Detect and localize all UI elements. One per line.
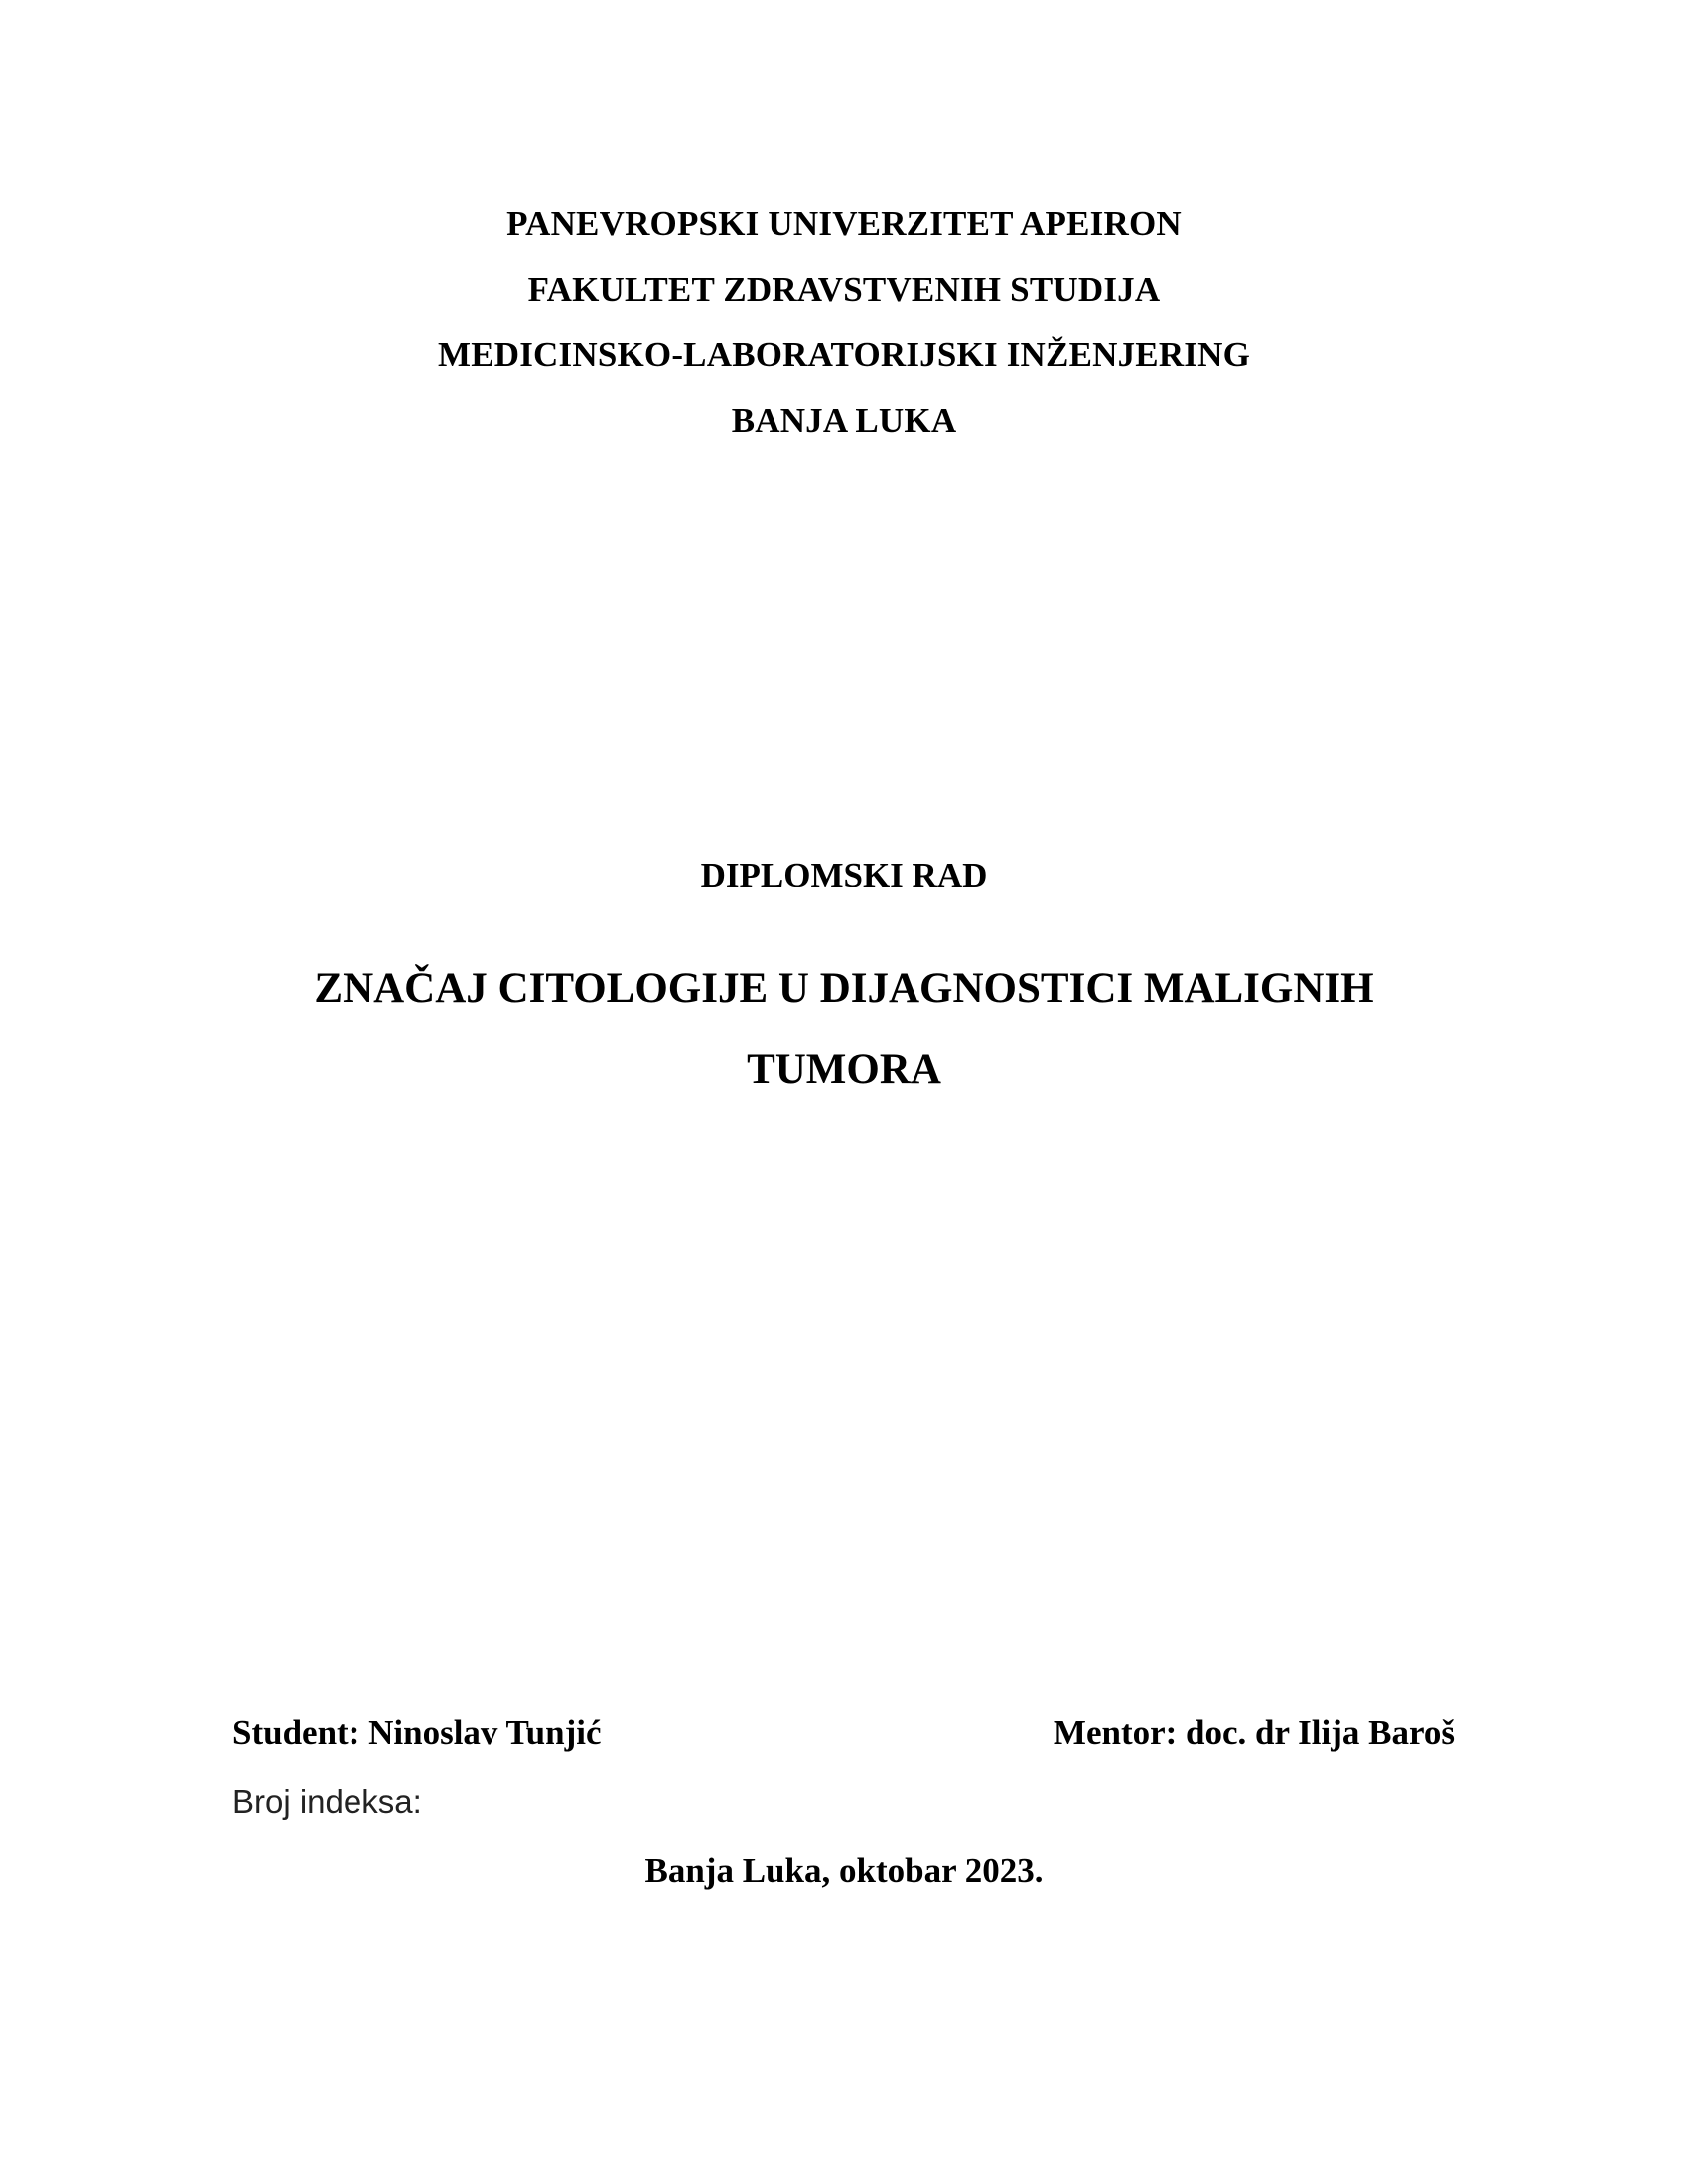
place-and-date: Banja Luka, oktobar 2023. [644, 1851, 1044, 1890]
thesis-title-line-1: ZNAČAJ CITOLOGIJE U DIJAGNOSTICI MALIGNIH [314, 965, 1374, 1012]
thesis-title-line-2: TUMORA [747, 1046, 941, 1093]
study-program: MEDICINSKO-LABORATORIJSKI INŽENJERING [437, 336, 1251, 374]
document-type: DIPLOMSKI RAD [700, 856, 988, 894]
city-name: BANJA LUKA [731, 401, 957, 440]
thesis-title [0, 948, 1688, 1111]
mentor-name: Mentor: doc. dr Ilija Baroš [1053, 1713, 1455, 1752]
faculty-name: FAKULTET ZDRAVSTVENIH STUDIJA [527, 270, 1161, 309]
index-number-label: Broj indeksa: [232, 1783, 422, 1820]
university-name: PANEVROPSKI UNIVERZITET APEIRON [506, 205, 1182, 243]
student-name: Student: Ninoslav Tunjić [232, 1713, 602, 1752]
institution-header [0, 192, 1688, 454]
